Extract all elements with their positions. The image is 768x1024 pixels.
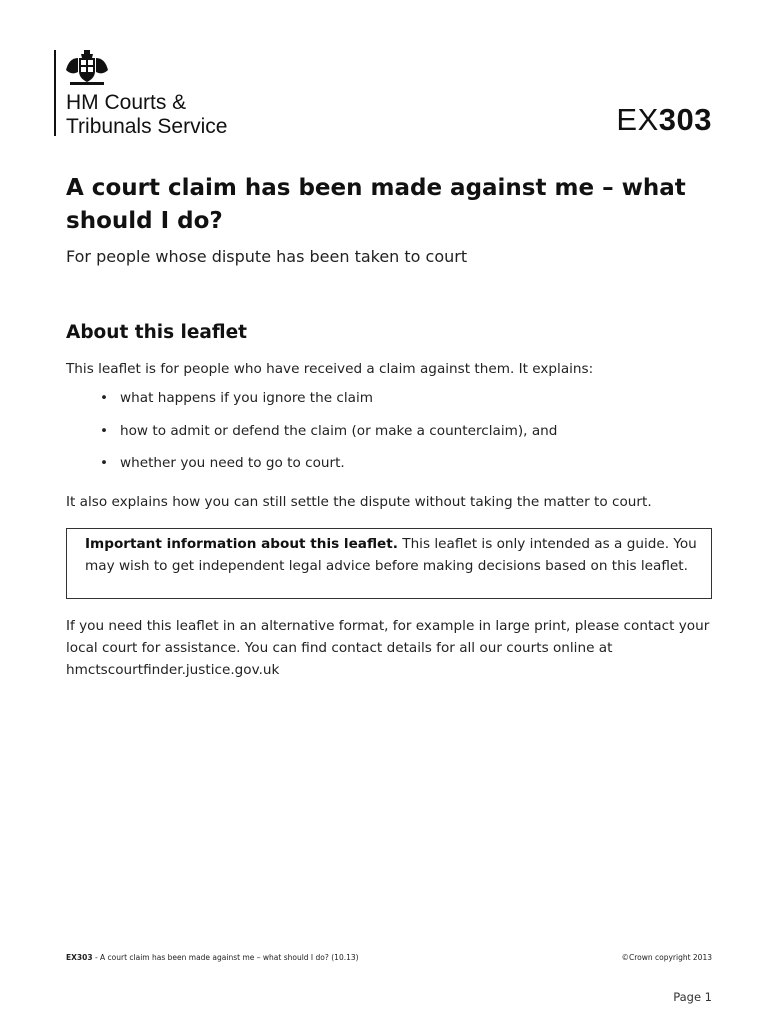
about-settle-text: It also explains how you can still settle the dispute without taking the matter to court. [66, 494, 652, 510]
about-bullet-list [100, 390, 557, 488]
important-notice-box [66, 528, 712, 599]
bullet-icon: • [100, 455, 109, 471]
footer-code: EX303 [66, 953, 93, 962]
list-item [100, 390, 557, 423]
alternative-format-text: If you need this leaflet in an alternative format, for example in large print, please contact your local court for assistance. You can find contact details for all our courts online at hmctscourtfinder.justice.gov.uk [66, 618, 710, 678]
list-item-text: how to admit or defend the claim (or make a counterclaim), and [120, 422, 558, 439]
list-item-text: whether you need to go to court. [120, 455, 345, 471]
footer-reference [66, 953, 359, 962]
about-heading: About this leaflet [66, 322, 248, 343]
organisation-name [66, 91, 227, 139]
notice-lead: Important information about this leaflet. [85, 536, 398, 552]
copyright-notice: ©Crown copyright 2013 [621, 953, 712, 962]
royal-crest-icon [64, 48, 110, 88]
page-subtitle: For people whose dispute has been taken to court [66, 247, 468, 266]
page-number: Page 1 [673, 990, 712, 1004]
about-intro: This leaflet is for people who have received a claim against them. It explains: [66, 361, 594, 377]
organisation-name-line1: HM Courts & [66, 91, 187, 114]
list-item [100, 423, 557, 456]
form-code-number: 303 [658, 102, 712, 137]
form-code [616, 102, 712, 138]
logo-divider [54, 50, 56, 136]
bullet-icon: • [100, 422, 109, 439]
page-title: A court claim has been made against me – what should I do? [66, 175, 686, 234]
list-item-text: what happens if you ignore the claim [120, 390, 374, 406]
notice-body: This leaflet is only intended as a guide. You may wish to get independent legal advice before making decisions based on this leaflet. [85, 536, 697, 574]
organisation-name-line2: Tribunals Service [66, 115, 228, 138]
list-item [100, 455, 557, 488]
bullet-icon: • [100, 390, 109, 406]
form-code-prefix: EX [616, 102, 659, 137]
footer-description: - A court claim has been made against me – what should I do? (10.13) [92, 953, 359, 962]
